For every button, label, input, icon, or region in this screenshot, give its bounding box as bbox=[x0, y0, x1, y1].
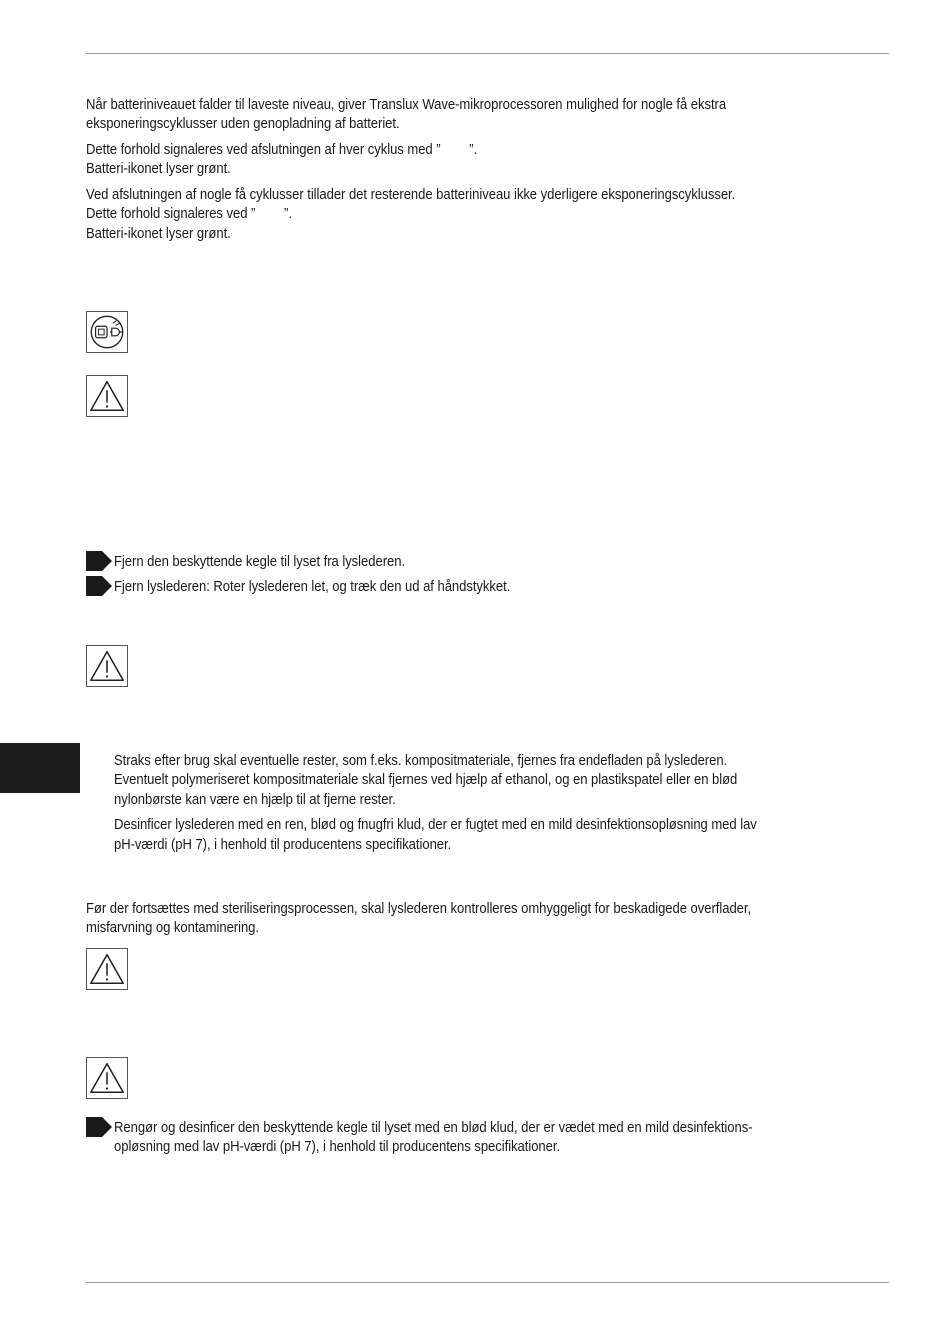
cleaning-paragraph-2-line-2: pH-værdi (pH 7), i henhold til producentens specifikationer. bbox=[114, 836, 452, 853]
battery-paragraph-3-line-1: Ved afslutningen af nogle få cyklusser tillader det resterende batteriniveau ikke yderligere eksponeringscyklusser. bbox=[86, 186, 736, 203]
sterilization-paragraph-line-1: Før der fortsættes med steriliseringsprocessen, skal lyslederen kontrolleres omhyggeligt for beskadigede overflader, bbox=[86, 900, 752, 917]
step-remove-cone: Fjern den beskyttende kegle til lyset fra lyslederen. bbox=[114, 553, 406, 570]
warning-triangle-icon bbox=[86, 948, 128, 990]
cleaning-paragraph-1-line-2: Eventuelt polymeriseret kompositmateriale skal fjernes ved hjælp af ethanol, og en plastikspatel eller en blød bbox=[114, 771, 738, 788]
unplug-power-icon bbox=[86, 311, 128, 353]
step-arrow-icon bbox=[86, 551, 112, 571]
cleaning-paragraph-2-line-1: Desinficer lyslederen med en ren, blød og fnugfri klud, der er fugtet med en mild desinfektionsopløsning med lav bbox=[114, 816, 757, 833]
warning-triangle-icon bbox=[86, 1057, 128, 1099]
step-clean-cone-line-2: opløsning med lav pH-værdi (pH 7), i henhold til producentens specifikationer. bbox=[114, 1138, 561, 1155]
footer-rule bbox=[86, 1282, 889, 1283]
step-remove-lightguide: Fjern lyslederen: Roter lyslederen let, og træk den ud af håndstykket. bbox=[114, 578, 511, 595]
battery-paragraph-3-line-3: Batteri-ikonet lyser grønt. bbox=[86, 225, 231, 242]
cleaning-paragraph-1-line-1: Straks efter brug skal eventuelle rester, som f.eks. kompositmateriale, fjernes fra endefladen på lyslederen. bbox=[114, 752, 728, 769]
battery-paragraph-1-line-1: Når batteriniveauet falder til laveste niveau, giver Translux Wave-mikroprocessoren mulighed for nogle få ekstra bbox=[86, 96, 727, 113]
battery-paragraph-3-line-2: Dette forhold signaleres ved ” ”. bbox=[86, 205, 292, 222]
header-rule bbox=[86, 53, 889, 54]
step-arrow-icon bbox=[86, 1117, 112, 1137]
warning-triangle-icon bbox=[86, 375, 128, 417]
warning-triangle-icon bbox=[86, 645, 128, 687]
battery-paragraph-2-line-1: Dette forhold signaleres ved afslutningen af hver cyklus med ” ”. bbox=[86, 141, 478, 158]
step-clean-cone-line-1: Rengør og desinficer den beskyttende kegle til lyset med en blød klud, der er vædet med en mild desinfektions- bbox=[114, 1119, 753, 1136]
battery-paragraph-2-line-2: Batteri-ikonet lyser grønt. bbox=[86, 160, 231, 177]
cleaning-paragraph-1-line-3: nylonbørste kan være en hjælp til at fjerne rester. bbox=[114, 791, 396, 808]
sterilization-paragraph-line-2: misfarvning og kontaminering. bbox=[86, 919, 259, 936]
step-arrow-icon bbox=[86, 576, 112, 596]
section-side-tab bbox=[0, 743, 80, 793]
battery-paragraph-1-line-2: eksponeringscyklusser uden genopladning af batteriet. bbox=[86, 115, 400, 132]
